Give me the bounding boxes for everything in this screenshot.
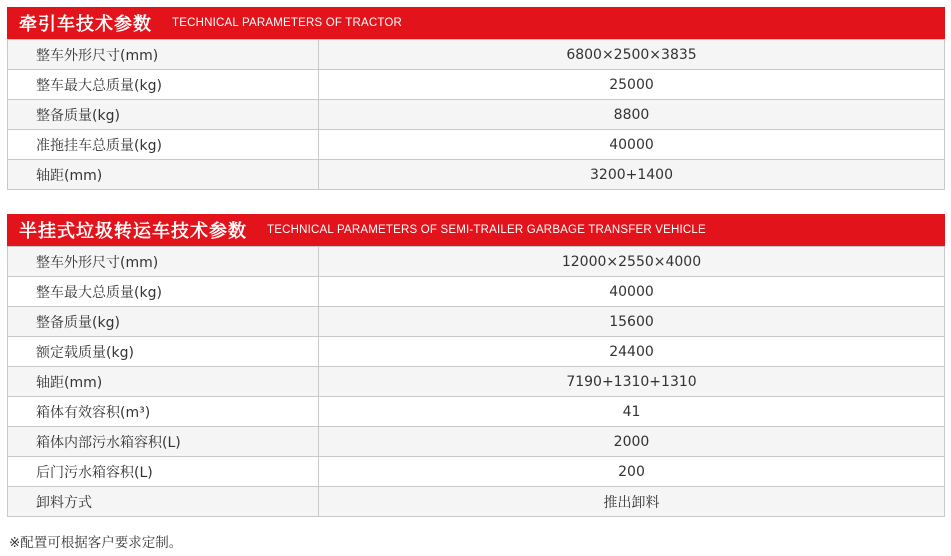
param-value: 3200+1400 (319, 160, 945, 190)
param-label: 整备质量(kg) (8, 307, 319, 337)
param-label: 准拖挂车总质量(kg) (8, 130, 319, 160)
table-row (8, 487, 945, 517)
trailer-params-title-cn: 半挂式垃圾转运车技术参数 (19, 221, 247, 242)
trailer-params-table (7, 246, 945, 517)
param-label: 轴距(mm) (8, 367, 319, 397)
param-value: 6800×2500×3835 (319, 40, 945, 70)
footnote: ※配置可根据客户要求定制。 (9, 535, 183, 551)
param-label: 整备质量(kg) (8, 100, 319, 130)
param-label: 额定载质量(kg) (8, 337, 319, 367)
table-row (8, 427, 945, 457)
param-label: 整车外形尺寸(mm) (8, 247, 319, 277)
tractor-params-title-en: TECHNICAL PARAMETERS OF TRACTOR (172, 17, 403, 29)
trailer-params-header (7, 214, 945, 246)
param-value: 8800 (319, 100, 945, 130)
param-value: 15600 (319, 307, 945, 337)
param-label: 整车外形尺寸(mm) (8, 40, 319, 70)
table-row (8, 337, 945, 367)
param-label: 整车最大总质量(kg) (8, 70, 319, 100)
tractor-params-header (7, 7, 945, 39)
param-value: 40000 (319, 277, 945, 307)
param-label: 箱体内部污水箱容积(L) (8, 427, 319, 457)
param-value: 12000×2550×4000 (319, 247, 945, 277)
param-value: 2000 (319, 427, 945, 457)
table-row (8, 277, 945, 307)
tractor-params-table (7, 39, 945, 190)
tractor-params-section (7, 7, 945, 190)
param-value: 40000 (319, 130, 945, 160)
table-row (8, 397, 945, 427)
table-row (8, 70, 945, 100)
param-value: 200 (319, 457, 945, 487)
param-value: 41 (319, 397, 945, 427)
tractor-params-title-cn: 牵引车技术参数 (19, 14, 152, 35)
table-row (8, 457, 945, 487)
param-label: 后门污水箱容积(L) (8, 457, 319, 487)
trailer-params-title-en: TECHNICAL PARAMETERS OF SEMI-TRAILER GARBAGE TRANSFER VEHICLE (267, 224, 706, 236)
table-row (8, 100, 945, 130)
table-row (8, 130, 945, 160)
table-row (8, 40, 945, 70)
param-value: 7190+1310+1310 (319, 367, 945, 397)
param-label: 轴距(mm) (8, 160, 319, 190)
trailer-params-section (7, 214, 945, 517)
table-row (8, 367, 945, 397)
param-label: 整车最大总质量(kg) (8, 277, 319, 307)
param-value: 25000 (319, 70, 945, 100)
param-label: 卸料方式 (8, 487, 319, 517)
param-label: 箱体有效容积(m³) (8, 397, 319, 427)
table-row (8, 160, 945, 190)
table-row (8, 247, 945, 277)
param-value: 推出卸料 (319, 487, 945, 517)
table-row (8, 307, 945, 337)
param-value: 24400 (319, 337, 945, 367)
